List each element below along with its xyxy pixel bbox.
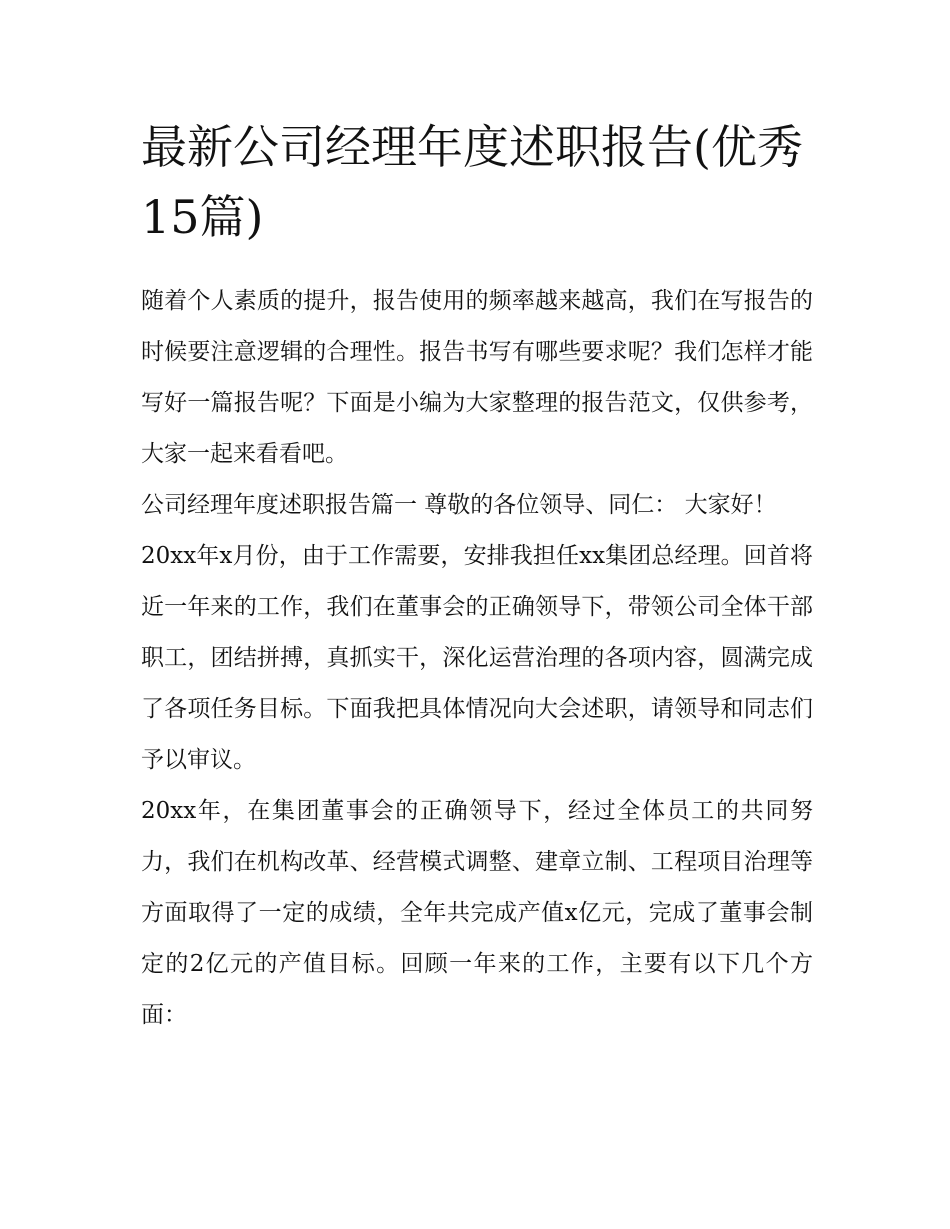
paragraph-list: [141, 276, 813, 1041]
paragraph-intro: 随着个人素质的提升，报告使用的频率越来越高，我们在写报告的时候要注意逻辑的合理性。报告书写有哪些要求呢？我们怎样才能写好一篇报告呢？下面是小编为大家整理的报告范文，仅供参考，大家一起来看看吧。: [141, 288, 813, 467]
document-body: [141, 112, 813, 1041]
paragraph-appointment: 20xx年x月份，由于工作需要，安排我担任xx集团总经理。回首将近一年来的工作，我们在董事会的正确领导下，带领公司全体干部职工，团结拼搏，真抓实干，深化运营治理的各项内容，圆满完成了各项任务目标。下面我把具体情况向大会述职，请领导和同志们予以审议。: [141, 543, 813, 773]
document-title: 最新公司经理年度述职报告(优秀15篇): [141, 120, 803, 244]
paragraph-achievements: 20xx年，在集团董事会的正确领导下，经过全体员工的共同努力，我们在机构改革、经营模式调整、建章立制、工程项目治理等方面取得了一定的成绩，全年共完成产值x亿元，完成了董事会制定的2亿元的产值目标。回顾一年来的工作，主要有以下几个方面：: [141, 798, 813, 1028]
paragraph-greeting: 公司经理年度述职报告篇一 尊敬的各位领导、同仁： 大家好！: [141, 492, 777, 518]
